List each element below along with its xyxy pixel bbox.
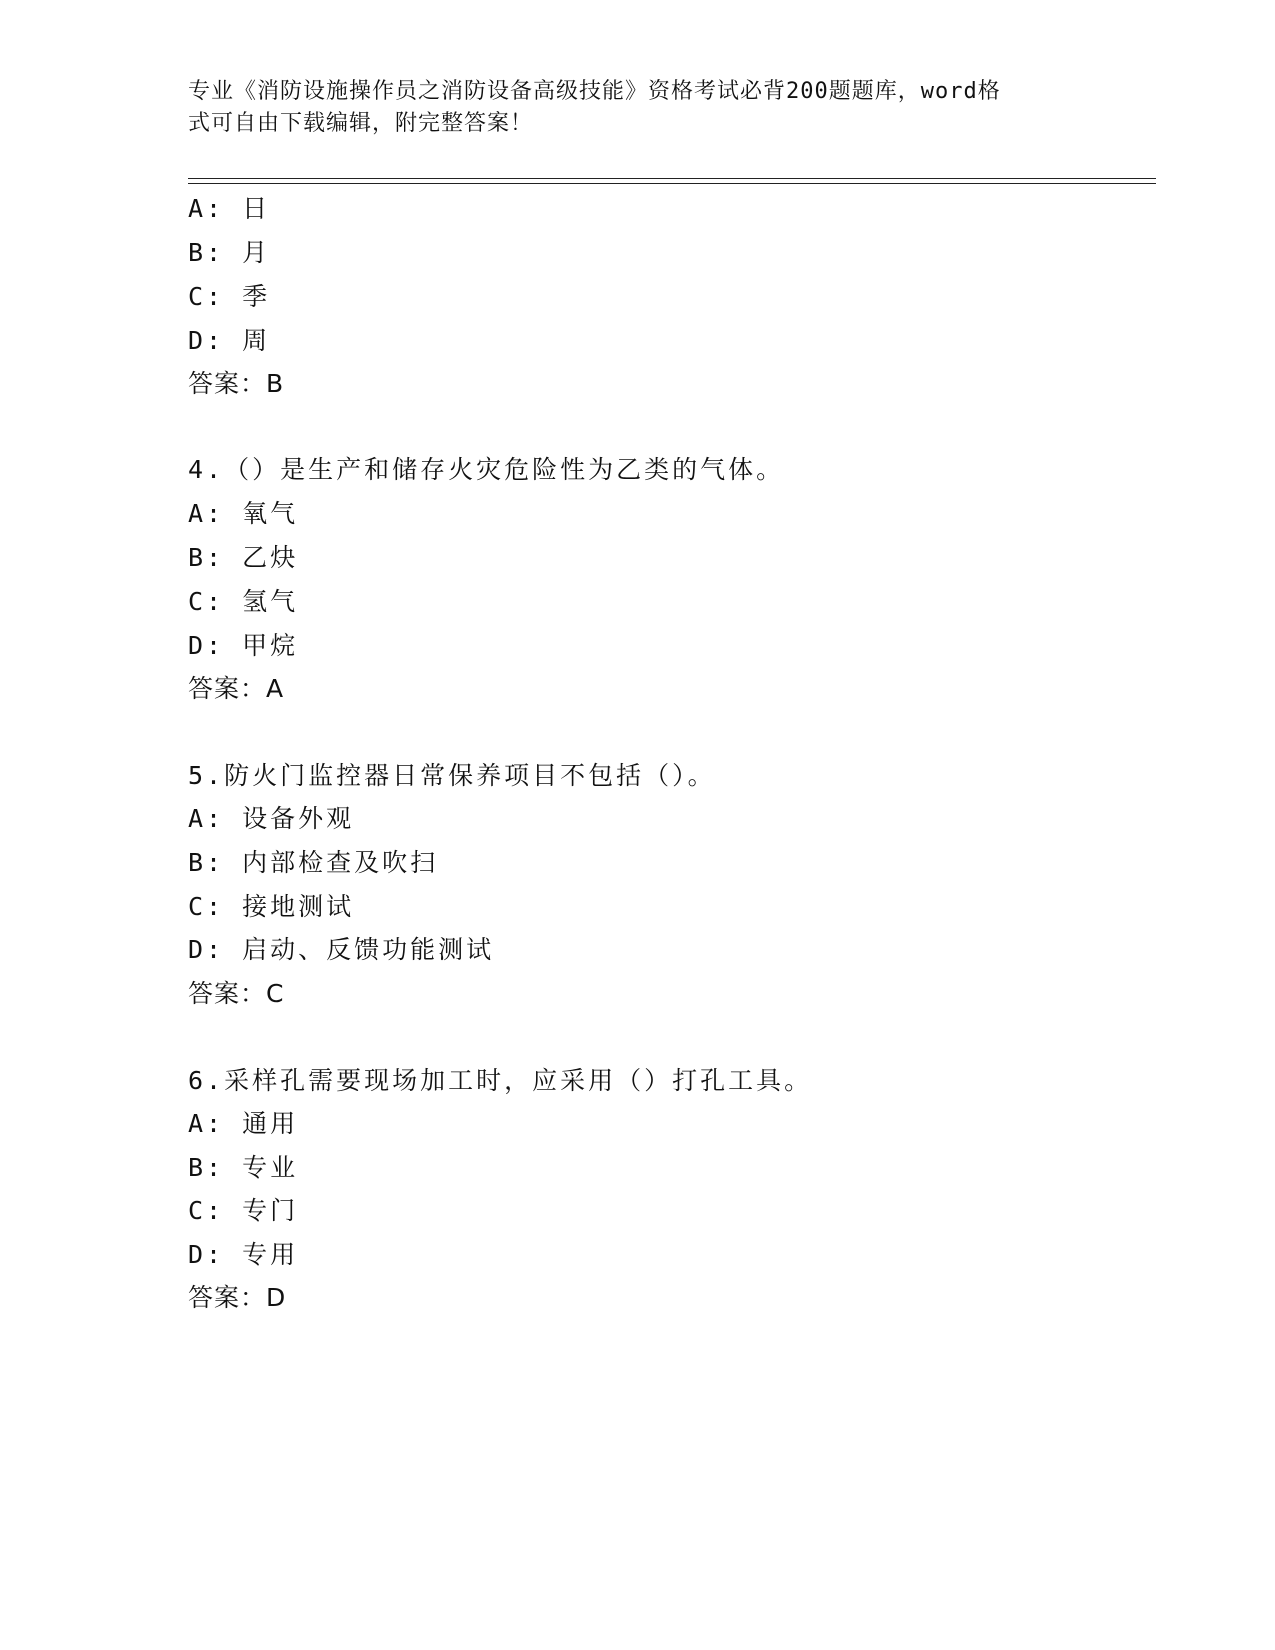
q6-option-c: C: 专门 [188,1196,299,1225]
q4-question: 4.（）是生产和储存火灾危险性为乙类的气体。 [188,455,785,484]
q4-answer: 答案：A [188,674,285,703]
q6-option-b: B: 专业 [188,1153,299,1182]
q4-option-a: A: 氧气 [188,499,299,528]
q4-option-b: B: 乙炔 [188,543,299,572]
q3-option-b: B: 月 [188,238,271,267]
q6-option-a: A: 通用 [188,1109,299,1138]
q5-question: 5.防火门监控器日常保养项目不包括（）。 [188,761,716,790]
q3-answer: 答案：B [188,369,285,398]
header-divider-bottom [188,183,1156,184]
q5-answer: 答案：C [188,979,285,1008]
q4-option-c: C: 氢气 [188,587,299,616]
header-title-line-2: 式可自由下载编辑，附完整答案！ [188,111,534,136]
q6-answer: 答案：D [188,1283,287,1312]
q3-option-d: D: 周 [188,326,271,355]
q3-option-c: C: 季 [188,282,271,311]
q5-option-b: B: 内部检查及吹扫 [188,848,439,877]
q5-option-d: D: 启动、反馈功能测试 [188,935,495,964]
header-divider-top [188,178,1156,179]
header-title-line-1: 专业《消防设施操作员之消防设备高级技能》资格考试必背200题题库，word格 [188,79,1001,104]
q6-question: 6.采样孔需要现场加工时，应采用（）打孔工具。 [188,1066,813,1095]
q5-option-c: C: 接地测试 [188,892,355,921]
document-header [188,76,1068,140]
q6-option-d: D: 专用 [188,1240,299,1269]
q5-option-a: A: 设备外观 [188,804,355,833]
q4-option-d: D: 甲烷 [188,631,299,660]
q3-option-a: A: 日 [188,194,271,223]
